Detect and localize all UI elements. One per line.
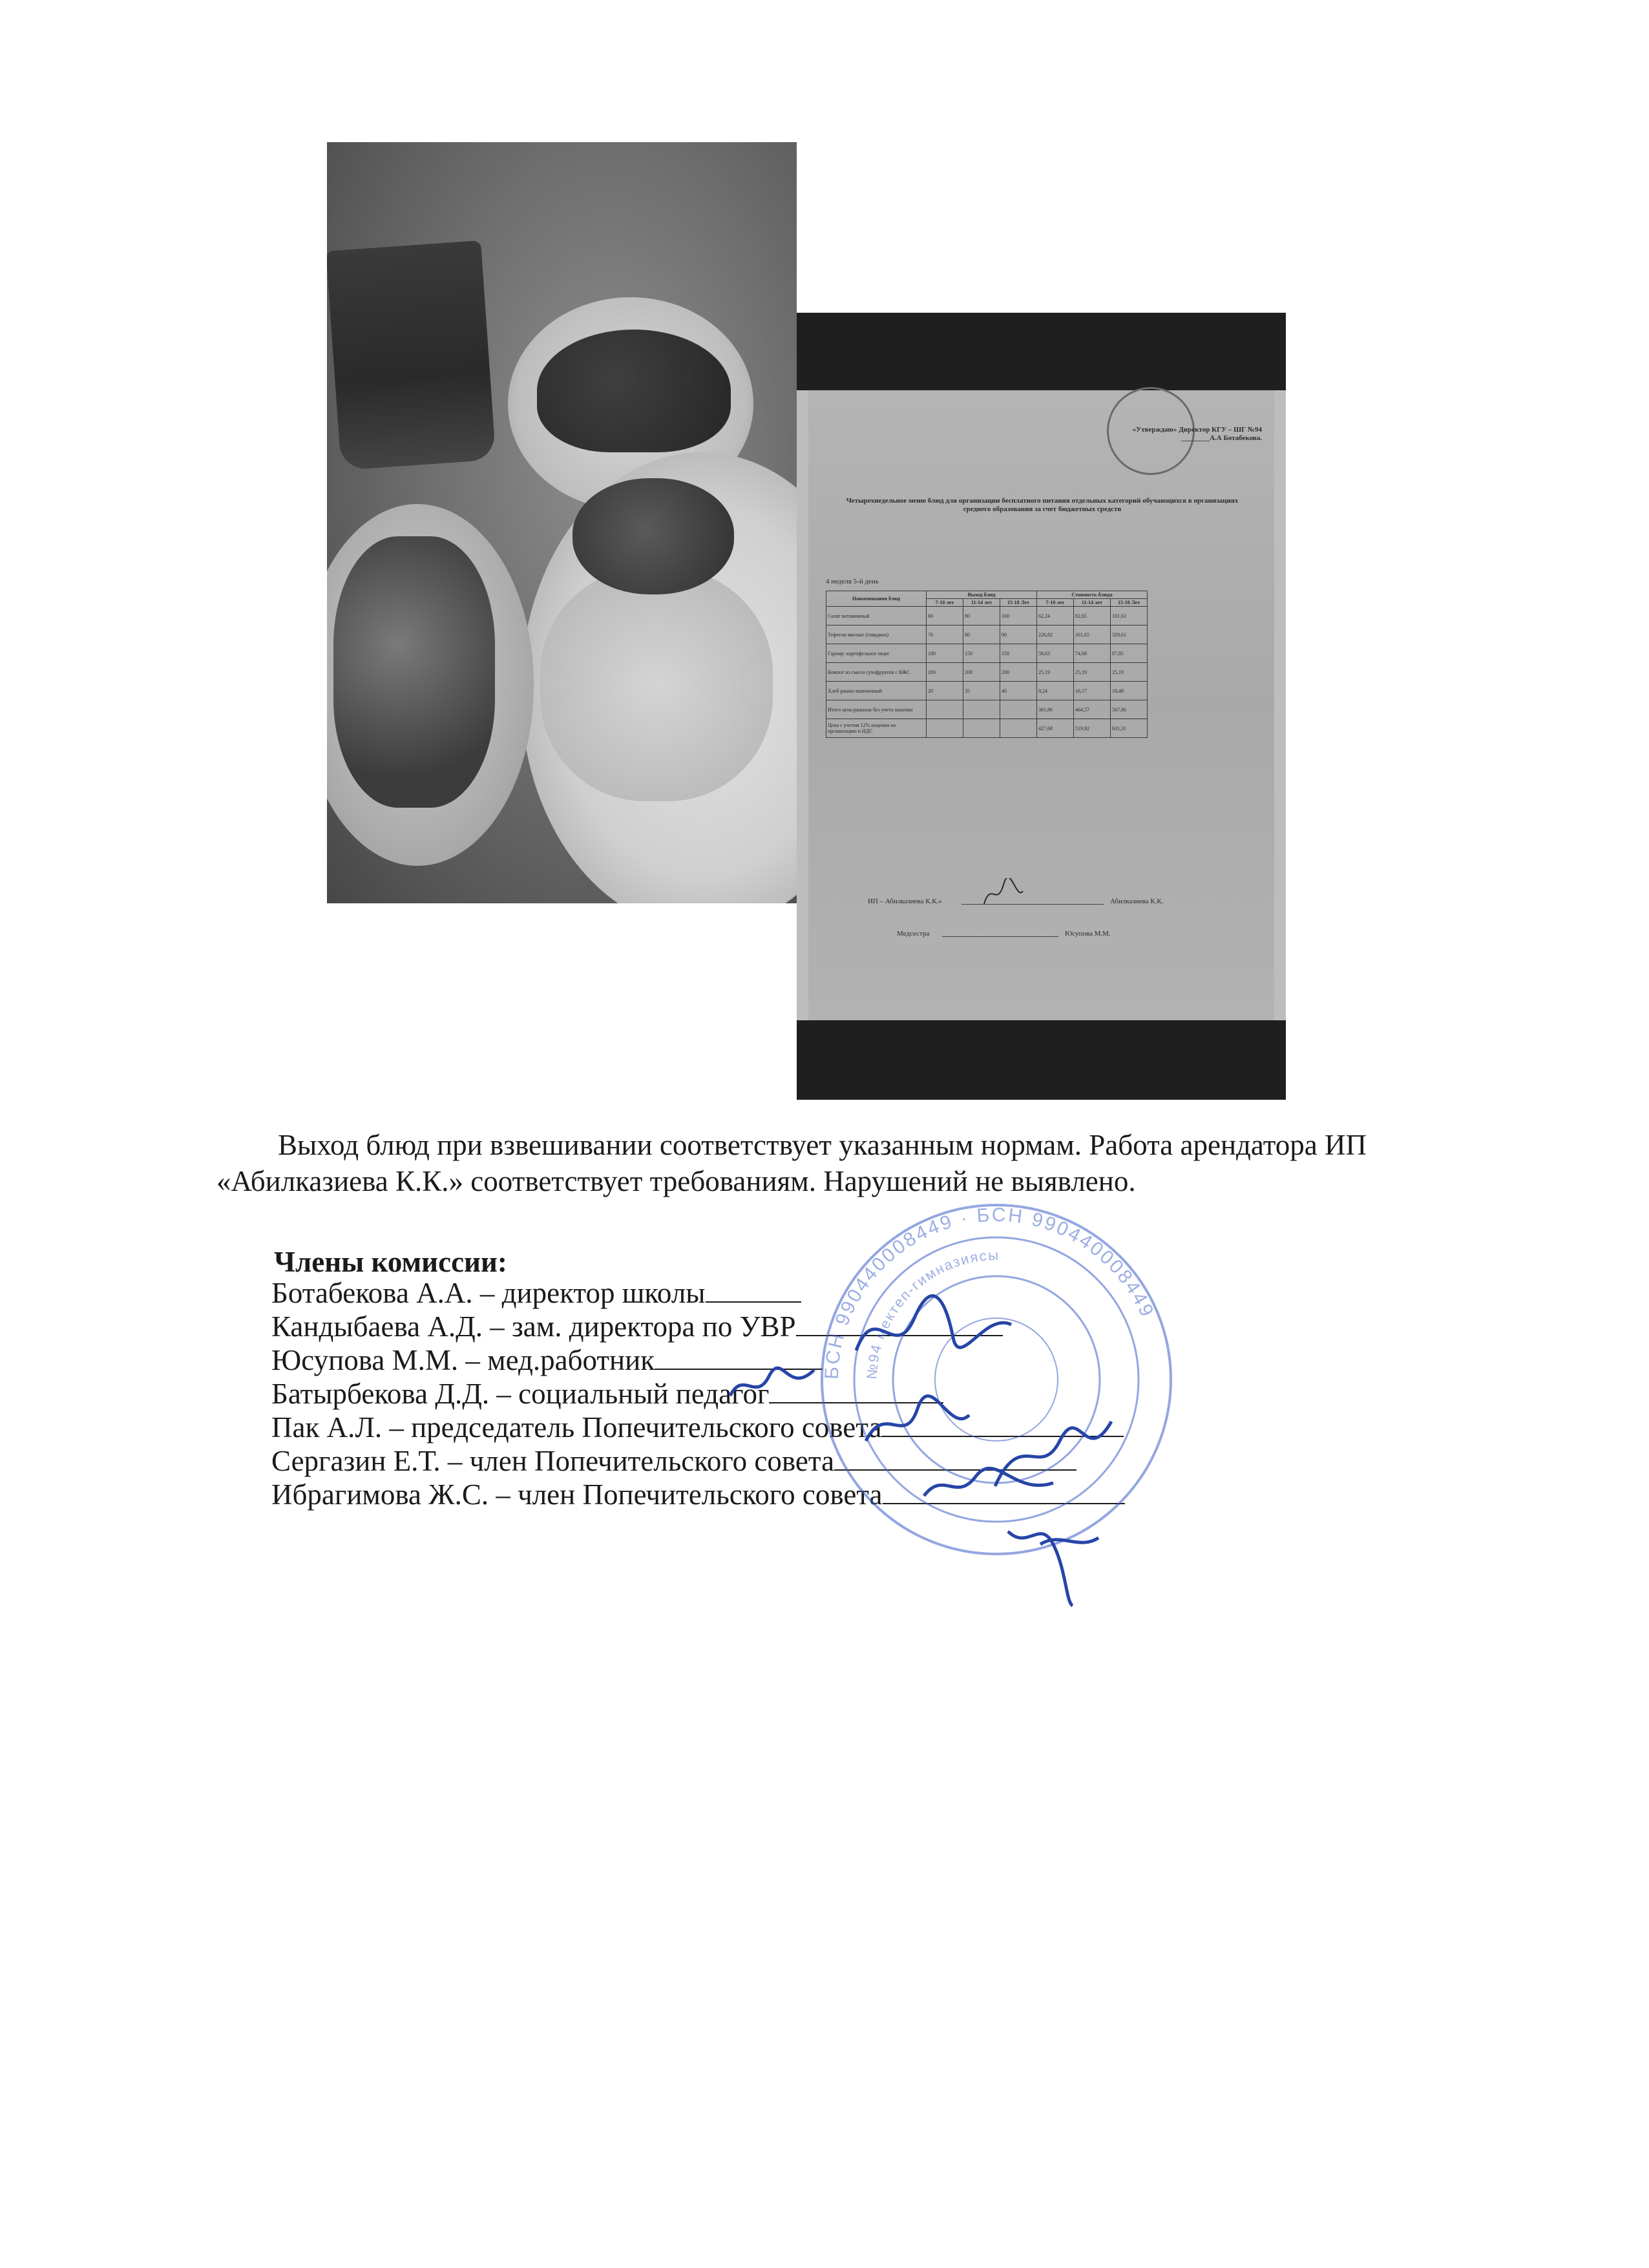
commission-title: Члены комиссии: — [274, 1246, 507, 1278]
menu-value-cell: 200 — [927, 663, 963, 682]
menu-value-cell: 200 — [963, 663, 1000, 682]
menu-dish-name: Гарнир: картофельное пюре — [826, 644, 927, 663]
signature-5 — [918, 1457, 1060, 1515]
menu-table — [826, 591, 1148, 738]
menu-age-col: 15-18 Лет — [1000, 599, 1037, 607]
menu-value-cell: 82,65 — [1074, 607, 1111, 625]
seal-outer-text: БСН 990440008449 · БСН 990440008449 — [821, 1204, 1159, 1380]
menu-table-row — [826, 607, 1148, 625]
member-name: Пак А.Л. – председатель Попечительского совета — [271, 1411, 882, 1444]
meat-cutlet — [572, 478, 734, 594]
menu-value-cell: 519,92 — [1074, 719, 1111, 738]
menu-sign-ip-name: Абилказиева К.К. — [1110, 898, 1164, 905]
menu-col-output: Выход блюд — [927, 591, 1037, 599]
photo-dark-band-top — [797, 313, 1286, 390]
menu-value-cell: 9,24 — [1037, 682, 1074, 700]
menu-value-cell — [927, 700, 963, 719]
menu-value-cell: 150 — [963, 644, 1000, 663]
menu-value-cell: 381,86 — [1037, 700, 1074, 719]
menu-table-row — [826, 644, 1148, 663]
menu-value-cell: 74,68 — [1074, 644, 1111, 663]
menu-table-row — [826, 625, 1148, 644]
menu-value-cell: 25,19 — [1037, 663, 1074, 682]
menu-col-name: Наименования блюд — [826, 591, 927, 607]
menu-value-cell: 87,85 — [1111, 644, 1148, 663]
menu-sign-nurse-name: Юсупова М.М. — [1065, 930, 1111, 938]
menu-value-cell: 226,82 — [1037, 625, 1074, 644]
menu-document-photo — [797, 313, 1286, 1100]
vegetable-salad — [333, 536, 495, 808]
menu-age-col: 15-18 Лет — [1111, 599, 1148, 607]
signature-line — [706, 1276, 801, 1303]
member-name: Юсупова М.М. – мед.работник — [271, 1344, 655, 1376]
menu-table-row — [826, 682, 1148, 700]
menu-value-cell — [1000, 719, 1037, 738]
menu-value-cell: 80 — [963, 625, 1000, 644]
menu-col-cost: Стоимость блюда — [1037, 591, 1148, 599]
menu-value-cell: 150 — [1000, 644, 1037, 663]
menu-value-cell: 464,57 — [1074, 700, 1111, 719]
menu-age-col: 11-14 лет — [963, 599, 1000, 607]
menu-value-cell: 20 — [927, 682, 963, 700]
menu-value-cell — [963, 719, 1000, 738]
menu-dish-name: Компот из смеси сухофруктов с ВЖС — [826, 663, 927, 682]
member-name: Кандыбаева А.Д. – зам. директора по УВР — [271, 1310, 796, 1343]
menu-signature — [981, 878, 1026, 910]
menu-value-cell: 35 — [963, 682, 1000, 700]
menu-dish-name: Салат витаминный — [826, 607, 927, 625]
member-name: Сергазин Е.Т. – член Попечительского совета — [271, 1445, 835, 1477]
menu-value-cell: 90 — [1000, 625, 1037, 644]
menu-table-row — [826, 663, 1148, 682]
menu-dish-name: Хлеб ржано-пшеничный — [826, 682, 927, 700]
menu-value-cell: 18,48 — [1111, 682, 1148, 700]
menu-value-cell: 25,19 — [1074, 663, 1111, 682]
signature-2 — [724, 1357, 821, 1415]
menu-sign-ip: ИП – Абилказиева К.К.» — [868, 898, 942, 905]
menu-dish-name: Итого цена рациона без учета наценки — [826, 700, 927, 719]
menu-table-row — [826, 700, 1148, 719]
menu-value-cell: 62,24 — [1037, 607, 1074, 625]
menu-age-col: 7-10 лет — [927, 599, 963, 607]
commission-member — [271, 1276, 801, 1310]
signature-6 — [995, 1512, 1105, 1609]
menu-table-row — [826, 719, 1148, 738]
signature-3 — [859, 1389, 976, 1460]
menu-value-cell: 80 — [963, 607, 1000, 625]
menu-approval-header: «Утверждаю» Директор КГУ – ШГ №94 ________А.А Ботабекова. — [1132, 426, 1262, 442]
menu-value-cell: 60 — [927, 607, 963, 625]
menu-age-col: 11-14 лет — [1074, 599, 1111, 607]
menu-value-cell: 100 — [1000, 607, 1037, 625]
menu-title: Четырехнедельное меню блюд для организации бесплатного питания отдельных категорий обучающихся в организациях среднего образования за счет бюджетных средств — [846, 497, 1239, 513]
menu-value-cell: 427,68 — [1037, 719, 1074, 738]
food-tray-photo — [327, 142, 797, 903]
menu-value-cell: 101,63 — [1111, 607, 1148, 625]
menu-dish-name: Цена с учетом 12% наценки на организацию и НДС — [826, 719, 927, 738]
juice-glass — [327, 240, 496, 470]
menu-value-cell: 261,65 — [1074, 625, 1111, 644]
photo-dark-band-bottom — [797, 1020, 1286, 1100]
menu-value-cell: 25,19 — [1111, 663, 1148, 682]
menu-value-cell: 58,63 — [1037, 644, 1074, 663]
member-name: Батырбекова Д.Д. – социальный педагог — [271, 1378, 770, 1410]
menu-age-col: 7-10 лет — [1037, 599, 1074, 607]
menu-value-cell: 631,31 — [1111, 719, 1148, 738]
conclusion-line-1: Выход блюд при взвешивании соответствует указанным нормам. Работа арендатора ИП — [278, 1129, 1367, 1161]
conclusion-line-2: «Абилказиева К.К.» соответствует требованиям. Нарушений не выявлено. — [216, 1165, 1136, 1197]
bread-slice — [537, 330, 731, 452]
member-name: Ибрагимова Ж.С. – член Попечительского совета — [271, 1478, 883, 1511]
menu-value-cell: 100 — [927, 644, 963, 663]
menu-value-cell — [1000, 700, 1037, 719]
menu-value-cell: 70 — [927, 625, 963, 644]
menu-value-cell — [927, 719, 963, 738]
signature-1 — [850, 1292, 1018, 1370]
menu-value-cell: 329,61 — [1111, 625, 1148, 644]
seal-inner-text: №94 мектеп-гимназиясы — [863, 1246, 1000, 1380]
menu-value-cell: 567,86 — [1111, 700, 1148, 719]
mashed-potato — [540, 569, 773, 801]
member-name: Ботабекова А.А. – директор школы — [271, 1277, 706, 1309]
menu-dish-name: Тефтели мясные (говядина) — [826, 625, 927, 644]
menu-value-cell: 200 — [1000, 663, 1037, 682]
menu-value-cell — [963, 700, 1000, 719]
menu-value-cell: 16,17 — [1074, 682, 1111, 700]
menu-sign-nurse: Медсестра — [897, 930, 930, 938]
menu-sign-line — [942, 936, 1058, 937]
menu-value-cell: 40 — [1000, 682, 1037, 700]
menu-subtitle: 4 неделя 5-й день — [826, 578, 879, 585]
